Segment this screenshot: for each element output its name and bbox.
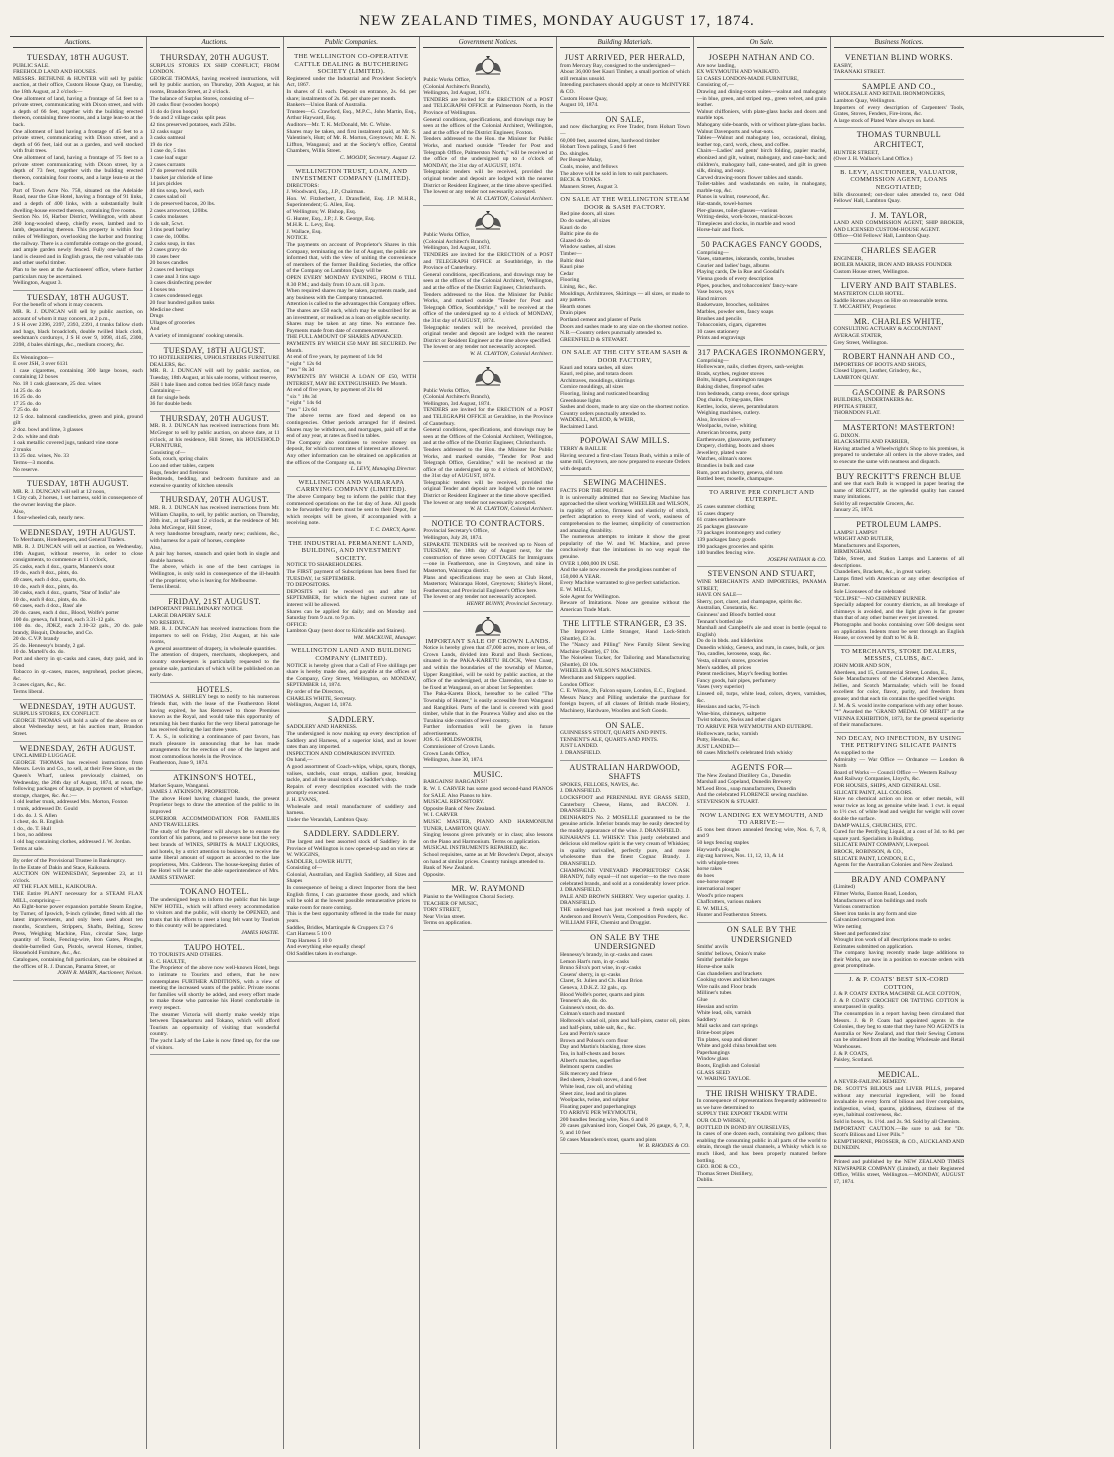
advertisement	[560, 719, 690, 761]
ad-heading: AUSTRALIAN HARDWOOD, SHAFTS	[569, 762, 681, 782]
advertisement	[834, 128, 965, 166]
ad-body: Registered under the Industrial and Provident Society's Act, 1867. In shares of £1 each. Deposit on entrance, 2s. 6d. per share; instalments of 2s. 6d. per share per month. Bankers—Union Bank of Australia. Trustees—G. Crawford, Esq., M.P.C., John Martin, Esq., Arthur Hayward, Esq. Auditors—Mr. T. K. McDonald, Mr. C. White. Shares may be taken, and first instalment paid, at Mr. S. Valentine's, Hutt; of Mr. R. Morton, Greytown; Mr. E. N. Liffton, Wanganui; and at the Society's office, Central Chambers, Willis Street.	[286, 75, 417, 155]
advertisement	[150, 51, 280, 344]
column-heading: Business Notices.	[834, 37, 965, 48]
ad-body: SURPLUS STORES, EX CONFLICT. GEORGE THOMAS will hold a sale of the above on or about Wednesday next, at his auction mart, Brandon Street.	[13, 711, 143, 737]
column-6	[694, 37, 831, 1449]
ad-heading: THE INDUSTRIAL PERMANENT LAND, BUILDING, AND INVESTMENT SOCIETY.	[288, 539, 415, 562]
ad-body: HUNTER STREET, (Over J. H. Wallace's Land Office.)	[833, 149, 913, 163]
ad-body: MR. R. J. DUNCAN has received instructions from Mr. William Chaplin, to sell, by public auction, on Thursday, 20th inst., at half-past 12 o'clock, at the residence of Mr. John McGregor, Hill Street, A very handsome brougham, nearly new; cushions, &c., with harness for a pair of horses, complete Also, A pair bay horses, staunch and quiet both in single and double harness. The above, which is one of the best carriages in Wellington, is only sold in consequence of the ill-health of the proprietor, who is leaving for Melbourne. Terms liberal.	[149, 505, 280, 591]
advertisement	[560, 434, 690, 476]
ad-heading: THURSDAY, 20TH AUGUST.	[160, 53, 269, 62]
ad-body: MR. R. J. DUNCAN has received instructions from Mr. McGregor to sell by public auction, on above date, at 11 o'clock, at his residence, Hill Street, his HOUSEHOLD FURNITURE, Consisting of— Sofa, couch, spring chairs Loo and other tables, carpets Rugs, fender and fireirons Bedsteads, bedding, and bedroom furniture and an extensive quantity of kitchen utensils	[149, 423, 280, 489]
ad-body: To Merchants, Hotelkeepers, and General Traders. MR. R. J. DUNCAN will sell at auction, on Wednesday, 19th August, without reserve, in order to close consignments, to commence at 11 o'clock, 25 casks, each 4 doz., quarts, Manners's stout 19 do., each 8 doz., pints, do. 40 cases, each 4 doz., quarts, do. 10 do., each 8 doz., pints, do. 30 casks, each 4 doz., quarts, "Star of India" ale 10 do., each 8 doz., pints, do. do. 60 cases, each 4 doz., Bass' ale 20 do. cases, each 4 doz., Blood, Wolfe's porter 100 do. geneva, full brand, each 3.31-12 gals. 100 do. do., JDKZ, each 2.10-32 gals., 20 do. pale brandy, Bisquit, Dubouche, and Co. 20 do. C.V.P. brandy 25 do. Hennessy's brandy, 2 gal. 10 do. Martell's do. do. Port and sherry in qr.-casks and cases, duty paid, and in bond Tobacco in qr.-cases, maces, negrohead, pocket pieces, &c. 3 cases cigars, &c., &c. Terms liberal.	[13, 537, 143, 696]
ad-body: BARGAINS! BARGAINS!! R. W. I. CARVER has some good second-hand PIANOS for SALE. Also Pianos to hire. MUSICAL REPOSITORY. Opposite Bank of New Zealand. W. I. CARVER MUSIC MASTER, PIANO AND HARMONIUM TUNER, LAMBTON QUAY. Singing lessons given privately or in class; also lessons on the Piano and Harmonium. Terms on application. MUSICAL INSTRUMENTS REPAIRED, &c. School requisites, same as at Mr Bowden's Depot, always on hand at similar prices. Country tunings attended to. Bank of New Zealand. Opposite.	[423, 779, 553, 878]
advertisement	[13, 856, 143, 981]
ad-heading: THURSDAY, 20TH AUGUST.	[160, 413, 269, 423]
advertisement	[834, 421, 965, 470]
ad-body: The New Zealand Distillery Co., Dunedin Marshall and Copeland, Dunedin Brewery M'Leod Bros., soap manufacturers, Dunedin And the celebrated FLORENCE sewing machine. STEVENSON & STUART.	[696, 772, 809, 805]
ad-body: The undersigned begs to inform the public that his large NEW HOTEL, which will afford every accommodation to visitors and the public, will shortly be OPENED, and trusts that his efforts to meet a long felt want by Tourists to this country will be appreciated.	[149, 897, 280, 930]
ad-body: A NEVER-FAILING REMEDY. DR. SCOTT'S BILIOUS and LIVER PILLS, prepared without any mercurial ingredient, will be found invaluable in every form of bilious and liver complaints, indigestion, wind, spasms, giddiness, dizziness of the eyes, habitual costiveness, &c. Sold in boxes, 1s. 1½d. and 2s. 9d. Sold by all Chemists. IMPORTANT CAUTION.—Be sure to ask for "Dr. Scott's Bilious and Liver Pills." KEMPTHORNE, PROSSER, & CO., AUCKLAND AND DUNEDIN.	[833, 1079, 965, 1152]
ad-body: IMPORTANT PRELIMINARY NOTICE LARGE DRAPERY SALE NO RESERVE. MR. R. J. DUNCAN has received instructions from the importers to sell on Friday, 21st August, at his sale rooms, A general assortment of drapery, in wholesale quantities. The attention of drapers, merchants, shopkeepers, and country storekeepers is particularly requested to the genuine sale, particulars of which will be published on an early date.	[149, 606, 280, 679]
ad-body: Hennessy's brandy, in qr.-casks and cases Lemon Hart's rum, in qr.-casks Bruno Silva's port wine, in qr.-casks Cosens' sherry, in qr.-casks Claret, St. Julien and Ch. Haut Brion Geneva, J.D.K.Z. 32 gals., cp. Blood Wolfe's porter, quarts and pints Tennent's ale, do. do. Guinness's stout, do. do. Colman's starch and mustard Holbrook's salad oil, pints and half-pints, castor oil, pints and half-pints, table salt, &c., &c. Lea and Perrin's sauce Brown and Polson's corn flour Day and Martin's blacking, three sizes Tea, in half-chests and boxes Albert's matches, superfine Belmont sperm candles Silk mercery and frieze Bed sheets, 2-bush stoves, 4 and 6 feet White lead, raw oil, and whiting Sheet zinc, lead and tin plates Woolpacks, twine, and sulphur Floating paper and paperhangings TO ARRIVE PER WEYMOUTH, 200 bundles fencing wire, Nos. 6 and 8 20 cases galvanised iron, Gospel Oak, 26 gauge, 6, 7, 8, 9, and 10 feet 50 cases Maunders's stout, quarts and pints	[560, 952, 690, 1143]
advertisement	[834, 974, 965, 1068]
ad-body: Market Square, Wanganui. JAMES J. ATKINSON, PROPRIETOR. The above Hotel having changed hands, the present Proprietor begs to draw the attention of the public to its improved SUPERIOR ACCOMMODATION FOR FAMILIES AND TRAVELLERS. The study of the Proprietor will always be to ensure the comfort of his patrons, and to preserve none but the very best brands of WINES, SPIRITS & MALT LIQUORS, and hotels, by a strict attention to business, to receive the same liberal amount of support as accorded to the late proprietress, Mrs. Calderon. The house-keeping duties of the Hotel will be under the able superintendence of Mrs. JAMES STEWART.	[149, 782, 280, 881]
advertisement	[13, 700, 143, 742]
advertisement	[834, 470, 965, 519]
ad-signature: C. MOODY, Secretary. August 12.	[340, 154, 417, 161]
advertisement	[287, 827, 417, 961]
ad-body: BUILDERS, UNDERTAKERS &c. PIPITEA STREET, THORNDON FLAT.	[833, 397, 914, 417]
column-heading: Public Companies.	[287, 37, 417, 48]
ad-heading: JUST ARRIVED, PER HERALD,	[564, 53, 686, 62]
advertisement	[697, 923, 827, 1087]
advertisement	[150, 885, 280, 940]
ad-heading: AGENTS FOR—	[730, 762, 793, 772]
ad-signature: JOHN R. MABIN, Auctioneer, Nelson.	[57, 970, 143, 977]
advertisement	[697, 487, 827, 568]
ad-body: Notice is hereby given that 47,000 acres, more or less, of Crown Lands, divided into Rural and Bush Sections, situated in the PAKA-KARETU BLOCK, West Coast, and within the boundaries of the township of Marton, Upper Rangitikei, will be sold by public auction, at the office of the undersigned, at the Clarendon, on a date to be fixed at Wanganui, on or about 1st September. The Paka-Karetu Block, hereafter to be called "The Township of Hunter," is easily accessible from Wanganui and Rangitikei. Parts of the land is covered with good timber, while that in the Pourewa Valley and also on the Turakina side consists of level country. Further information will be given in future advertisements. JOS. G. HOLDSWORTH, Commissioner of Crown Lands. Crown Lands Office, Wellington, June 30, 1874.	[423, 645, 553, 764]
advertisement	[150, 412, 280, 494]
ad-body: In consequence of representations frequently addressed to us we have determined to SUPPLY THE EXPORT TRADE WITH OUR OLD WHISKY, BOTTLED IN BOND BY OURSELVES, In cases of one dozen each, containing two gallons; thus enabling the consuming public in all parts of the world to obtain, through the usual channels, a Whisky which is so much liked, and has been properly matured before bottling. GEO. ROE & CO., Thomas Street Distillery, Dublin.	[696, 1098, 827, 1184]
advertisement	[834, 1068, 965, 1156]
ad-heading: BUY RECKITT'S FRENCH BLUE	[836, 471, 962, 481]
ad-body: CONSULTING ACTUARY & ACCOUNTANT AVERAGE STATER, Grey Street, Wellington.	[833, 326, 942, 346]
imprint: Printed and published by the NEW ZEALAND TIMES NEWSPAPER COMPANY (Limited), at their Registered Office, Willis street, Wellington.—MONDAY, AUGUST 17, 1874.	[834, 1156, 965, 1185]
ad-heading: THURSDAY, 20TH AUGUST.	[160, 495, 269, 505]
ad-body: LAND AND COMMISSION AGENT, SHIP BROKER, AND LICENSED CUSTOM-HOUSE AGENT. Office—Old Fellows' Hall, Lambton Quay.	[833, 220, 965, 240]
column-5	[557, 37, 694, 1449]
ad-heading: THOMAS TURNBULL ARCHITECT,	[856, 130, 942, 149]
ad-body: NOTICE is hereby given that a Call of Five shillings per share is hereby made due, and payable at the offices of the Company, Grey Street, Wellington, on MONDAY, SEPTEMBER 14, 1874. By order of the Directors, CHARLES WHITE, Secretary. Wellington, August 14, 1874.	[286, 662, 417, 709]
ad-body: (Limited) Filmer Works, Euston Road, London, Manufacturers of iron buildings and roofs Various construction Sheet iron tanks in any form and size Galvanized corrugated iron Wire netting Sheet and perforated zinc Wrought iron work of all descriptions made to order. Estimates submitted on application. The company having recently made large additions to their Works, are now in a position to execute orders with great promptitude.	[833, 884, 965, 970]
ad-heading: MR. CHARLES WHITE,	[854, 316, 944, 326]
column-3	[284, 37, 421, 1449]
ad-heading: TOKANO HOTEL.	[180, 887, 250, 897]
ad-heading: THE WELLINGTON CO-OPERATIVE CATTLE DEALING & BUTCHERING SOCIETY (LIMITED).	[294, 53, 409, 76]
coat-of-arms-icon	[471, 615, 505, 637]
ad-body: NOTICE TO SHAREHOLDERS. The FIRST payment of Subscriptions has been fixed for TUESDAY, 1st SEPTEMBER. TO DEPOSITORS. DEPOSITS will be received on and after 1st SEPTEMBER, for which the highest current rate of interest will be allowed. Shares can be applied for daily; and on Monday and Saturday from 9 a.m. to 9 p.m. OFFICE: Lambton Quay (next door to Kirkcaldie and Staines).	[286, 562, 417, 635]
ad-body: The Improved Little Stranger, Hand Lock-Stitch (Shuttle), £3 3s. The "Nancy and Pilling" New Family Silent Sewing Machine (Shuttle), £7 10s. The Noiseless Tucker, for Tailoring and Manufacturing (Shuttle), £8 10s. WHEELER & WILSON'S MACHINES. Merchants and Shippers supplied. London Office: C. E. Wilson, 2b, Falcon square, London, E.C., England. Messrs Nancy and Pilling undertake the purchase for foreign buyers, of all classes of British made Hosiery, Machinery, Hardware, Woollen and Soft Goods.	[560, 628, 690, 715]
advertisement	[150, 941, 280, 1056]
advertisement	[287, 166, 417, 477]
advertisement	[13, 353, 143, 478]
ad-body: By order of the Provisional Trustee in Bankruptcy. In the Estate of Dakin and Stace, Kaikoura. AUCTION ON WEDNESDAY, September 23, at 11 o'clock. AT THE FLAX MILL, KAIKOURA. THE Entire PLANT necessary for a STEAM FLAX MILL, comprising— An Eight-horse power expansion portable Steam Engine, by Turner, of Ipswich, 9-inch cylinder, fitted with all the latest improvements, and only been used about ten months, Scutchers, Strippers, Shafts, Belting, Screw Press, Weighing Machine, Flax, circular Saw, large quantity of Tools, Fencing-wire, Iron Gates, Ploughs, double-barrelled Gun, Pistols, several Horses, timber, Household Furniture, &c., &c. Catalogues, containing full particulars, can be obtained at the offices of R. J. Duncan, Panama Street, or	[13, 858, 143, 970]
ad-body: and see that each Bulb is wrapped in paper bearing the name of RECKITT, as the splendid quality has caused many imitations. Sold by all respectable Grocers, &c. January 25, 1874.	[833, 481, 965, 514]
advertisement	[697, 567, 827, 761]
ad-body: LAMPS! LAMPS!! WRIGHT AND BUTLER, Manufacturers and Exporters, BIRMINGHAM. Table, Street, and Station Lamps and Lanterns of all descriptions. Chandeliers, Brackets, &c., in great variety. Lamps fitted with American or any other description of Burner. Sole Licensees of the celebrated "ECLIPSE"—NO CHIMNEY BURNER. Specially adapted for country districts, as all breakage of chimneys is avoided, and the light given is far greater than that of any other burner ever yet invented. Photographs and books containing over 500 designs sent on application. Indents must be sent through an English House, or covered by draft to W. & B.	[833, 529, 965, 642]
advertisement	[13, 51, 143, 291]
ad-heading: ON SALE,	[605, 114, 645, 124]
ad-body: MR. R. J. DUNCAN will sell at 12 noon, 1 City cab, 2 horses, 1 set harness, sold in consequence of the owner leaving the place. Also, 1 four-wheeled cab, nearly new.	[13, 488, 143, 522]
advertisement	[697, 761, 827, 810]
coat-of-arms-icon	[471, 365, 505, 387]
ad-body: IMPORTERS OF BOOTS AND SHOES, Closed Uppers, Leather, Grindery, &c., LAMBTON QUAY.	[833, 361, 927, 381]
advertisement	[13, 526, 143, 700]
ad-signature: W. H. CLAYTON, Colonial Architect.	[470, 350, 553, 357]
ad-heading: ON SALE.	[605, 720, 645, 730]
ad-body: UNCLAIMED LUGGAGE. GEORGE THOMAS has received instructions from Messrs. Levin and Co., to sell, at their Free Store, on the Queen's Wharf, unless previously claimed, on Wednesday, the 26th day of August, 1874, at noon, the following packages of luggage, in payment of wharfage, storage, charges, &c. &c.:— 1 old leather trunk, addressed Mrs. Morton, Foxton 1 trunk, addressed Dr. Gould 1 do. do. J. S. Allen 1 chest, do. R. English 1 do., do. T. Hull 1 box, no address 1 old bag containing clothes, addressed J. W. Jordan. Terms at sale.	[13, 753, 143, 852]
ad-heading: ON SALE AT THE CITY STEAM SASH & DOOR FACTORY,	[561, 349, 689, 364]
ad-body: SPOKES, FELLOES, NAVES, &c. J. DRANSFIELD. LOCKSFOOT and PERENNIAL RYE GRASS SEED, Canterbury Cheese, Hams, and BACON. J. DRANSFIELD. DEINHARD'S No. 2 MOSELLE guaranteed to be the genuine article. Inferior brands may be easily detected by the muddy appearance of the wine. J. DRANSFIELD. KINAHAN'S LL WHISKY: This justly celebrated and delicious old mellow spirit is the very cream of Whiskies; in quality unrivalled, perfectly pure, and more wholesome than the finest Cognac Brandy. J. DRANSFIELD. CHAMPAGNE VINEYARD PROPRIETORS' CASK BRANDY, fully equal—if not superior—to the two more celebrated brands, and sold at a considerably lower price. J. DRANSFIELD. PALE AND BROWN SHERRY. Very superior quality. J. DRANSFIELD. THE undersigned has just received a fresh supply of Anderson and Brown's Vesta, Composition Powders, &c. WILLIAM FIFE, Chemist and Druggist.	[560, 781, 690, 927]
advertisement	[150, 493, 280, 594]
ad-heading: WEDNESDAY, 26TH AUGUST.	[19, 743, 136, 753]
ad-heading: 50 PACKAGES FANCY GOODS,	[701, 240, 823, 250]
advertisement	[834, 518, 965, 646]
advertisement	[150, 771, 280, 886]
ad-heading: TAUPO HOTEL.	[184, 942, 246, 952]
ad-heading: THE IRISH WHISKY TRADE.	[705, 1088, 818, 1098]
advertisement	[287, 477, 417, 538]
advertisement	[560, 194, 690, 347]
ad-signature: WM. MACKUNE, Manager.	[353, 634, 417, 641]
ad-body: Are now landing, EX WEYMOUTH AND WAIKATO. 53 CASES LONDON-MADE FURNITURE, Consisting of,— Drawing and dining-room suites—walnut and mahogany—in blue, green, and striped rep., green velvet, and grain leather. Walnut chiffoniers, with plate-glass backs and doors and marble tops. Mahogany side-boards, with or without plate-glass backs. Walnut Davenports and what-nots. Tables—Walnut and mahogany loo, occasional, dining, leather top, card, work, chess, and coffee. Chairs—Ladies' and gents' birch folding, papier maché, ebonized and gilt, walnut, mahogany, and cane-back; and children's, mahogany hall, cane-seated, and gilt in green silk, dining, and easy. Carved drawing-room flower tables and stands. Toilet-tables and washstands en suite, in mahogany, marble-top, &c. Pianos in walnut, rosewood, &c. Hat-stands, towel-horses Pier-glasses, toilet-glasses—various Writing-desks, work-boxes, musical-boxes Timepieces and clocks, in marble and wood Horse-hair and flock.	[696, 62, 827, 234]
advertisement	[423, 517, 553, 612]
advertisement	[423, 362, 553, 517]
ad-signature: JOSEPH NATHAN & CO.	[767, 556, 827, 563]
ad-heading: SADDLERY.	[327, 714, 375, 724]
ad-heading: MR. W. RAYMOND	[451, 884, 525, 894]
masthead-title: NEW ZEALAND TIMES, MONDAY AUGUST 17, 1874.	[359, 12, 755, 29]
ad-body: Public Works Office, (Colonial Architect's Branch), Wellington, 3rd August, 1874. TENDERS are invited for the ERECTION of a POST and TELEGRAPH OFFICE at Geraldine, in the Province of Canterbury. General conditions, specifications, and drawings may be seen at the Offices of the Colonial Architect, Wellington, and at the office of the District Engineer, Christchurch. Tenders addressed to the Hon. the Minister for Public Works, and marked outside, "Tender for Post and Telegraph Office, Geraldine," will be received at the office of the undersigned up to 4 o'clock of MONDAY, the 31st day of AUGUST, 1874. Telegraphic tenders will be received, provided the original Tender and deposit are lodged with the nearest District or Resident Engineer at the time above specified. The lowest or any tender not necessarily accepted.	[423, 387, 553, 506]
ad-heading: IMPORTANT SALE OF CROWN LANDS.	[425, 637, 551, 645]
ad-heading: NOW LANDING EX WEYMOUTH, AND TO ARRIVE:—	[699, 811, 824, 827]
advertisement	[150, 595, 280, 683]
ad-heading: VENETIAN BLIND WORKS.	[844, 53, 953, 62]
ad-body: Pianist to the Wellington Choral Society. TEACHER OF MUSIC, TORY STREET, Near Vivian street. Terms on application.	[423, 893, 515, 927]
ad-body: As supplied to the Admiralty — War Office — Ordnance — London & North Board of Works — Council Office — Western Railway And Railway Companies, Lloyd's, &c. FOR HOUSES, SHIPS, AND GENERAL USE. SILICATE PAINT, ALL COLORS. Have no chemical action on iron or other metals, will wear twice as long as genuine white lead. 1 cwt. is equal to 1½ cwt. of white lead and weight for weight will cover double the surface. DAMP WALLS, CHURCHES, ETC. Cured for the Petrifying Liquid, at a cost of 3d. to 8d. per square yard. Specialists in Building. SILICATE PAINT COMPANY, Liverpool. BROCK, ROBINSON, & CO., SILICATE PAINT, LONDON, E.C., Agents for the Australian Colonies and New Zealand.	[833, 750, 965, 869]
ad-heading: 317 PACKAGES IRONMONGERY,	[697, 347, 826, 357]
ad-heading: JOSEPH NATHAN AND CO.	[708, 53, 815, 62]
advertisement	[287, 51, 417, 166]
ad-body: For the benefit of whom it may concern. MR. R. J. DUNCAN will sell by public auction, on account of whom it may concern, at 2 p.m., J S H over 2396, 2397, 2393, 2391, 4 trunks fallow cloth and bags, black broadcloth, double twilled black cloth, seedsman's corduroys, J S H over 9, 1098, 4145, 2300, 2398, 4 bales shirtings, &c., medium crocery, &c.	[13, 302, 143, 348]
advertisement	[560, 617, 690, 718]
advertisement	[287, 713, 417, 828]
ad-body: TO HOTELKEEPERS, UPHOLSTERERS FURNITURE DEALERS, &c. MR. R. J. DUNCAN will sell by public auction, on Tuesday, 18th August, at his sale rooms, without reserve, JSH 1 bale linen and cotton bed ties 1658 fancy made Containing— 48 for single beds 36 for double beds	[149, 355, 280, 408]
ad-heading: GASCOINE & PARSONS	[852, 387, 946, 397]
ad-body: DIRECTORS: J. Woodward, Esq., J.P., Chairman. Hon. W. Fitzherbert, J. Dransfield, Esq. J.P. M.H.R., Superintendent; G. Allen, Esq. of Wellington; W. Bishop, Esq. G. Hunter, Esq., J.P.; J. R. George, Esq. M.H.R. L. Levy, Esq. J. Wallace, Esq. NOTICE. The payments on account of Proprietor's Shares in this Company, terminating on the 1st of August, the public are informed that, with the view of uniting the convenience of members of the former Building Societies, the office of the Company on Lambton Quay will be OPEN EVERY MONDAY EVENING, FROM 6 TILL 8.30 P.M.; and daily from 10 a.m. till 3 p.m. When required shares may be taken, payments made, and any business with the Company transacted. Attention is called to the advantages this Company offers. The shares are £50 each, which may be subscribed for as an investment, or realised as a loan on eligible security. Shares may be taken at any time. No entrance fee. Payments made from date of commencement. THE FULL AMOUNT OF SHARES ADVANCED. PAYMENTS BY WHICH £50 MAY BE SECURED. Per Month. At end of five years, by payment of 14s 9d " eight " 12s 6d " ten " 8s 3d PAYMENTS BY WHICH A LOAN OF £50, WITH INTEREST, MAY BE EXTINGUISHED. Per Month. At end of five years, by payment of 21s 0d " six " 18s 3d " eight " 14s 6d " ten " 12s 6d The above terms are fixed and depend on no contingencies. Other periods arranged for if desired. Shares may be withdrawn, and mortgages, paid off at the end of any year, at rates as fixed in tables. The Company also continues to receive money on deposit, for which current rates of interest are allowed. Any other information can be obtained on application at the offices of the Company on, to	[286, 182, 417, 466]
ad-heading: CHARLES SEAGER	[861, 246, 937, 256]
ad-heading: ON SALE AT THE WELLINGTON STEAM DOOR & SASH FACTORY.	[560, 196, 690, 211]
ad-body: TO TOURISTS AND OTHERS. R. C. HAULTE, The Proprietor of the above now well-known Hotel, begs to intimate to Tourists and others, that he now contemplates FURTHER ADDITIONS, with a view of meeting the increased wants of the public. Private rooms for families will shortly be added, and every effort made to make those who patronise his Hotel comfortable in every respect. The steamer Victoria will shortly make weekly trips between Tapuaeharuru and Tokano, which will afford Tourists an opportunity of visiting that wonderful country. The yacht Lady of the Lake is now fitted up, for the use of visitors.	[149, 952, 280, 1051]
ad-heading: ON SALE BY THE UNDERSIGNED	[590, 932, 660, 952]
ad-heading: TUESDAY, 18TH AUGUST.	[26, 53, 129, 62]
ad-heading: WEDNESDAY, 19TH AUGUST.	[19, 701, 136, 711]
advertisement	[287, 538, 417, 646]
ad-signature: L. LEVY, Managing Director.	[350, 466, 417, 473]
advertisement	[834, 209, 965, 244]
ad-heading: WELLINGTON LAND AND BUILDING COMPANY (LIMITED).	[291, 647, 412, 663]
ad-signature: HENRY BUNNY, Provincial Secretary.	[466, 600, 553, 607]
advertisement	[560, 476, 690, 617]
ad-heading: WELLINGTON TRUST, LOAN, AND INVESTMENT COMPANY (LIMITED).	[291, 167, 411, 183]
ad-heading: SAMPLE AND CO.,	[862, 81, 936, 91]
advertisement	[13, 477, 143, 526]
ad-body: WHOLESALE AND RETAIL IRONMONGERS, Lambton Quay, Wellington. Importers of every description of Carpenters' Tools, Grates, Stoves, Fenders, Fire-irons, &c. A large stock of Plated Ware always on hand.	[833, 91, 965, 124]
advertisement	[150, 344, 280, 412]
ad-heading: PETROLEUM LAMPS.	[856, 520, 942, 530]
column-heading: On Sale.	[697, 37, 827, 48]
ad-body: and now discharging ex Free Trader, from Hobart Town— 60,000 feet, assorted sizes, hardwood timber Hobart Town palings, 5 and 6 feet Do. shingles. Per Bosque Malay, Coals, moise, and fellows The above will be sold in lots to suit purchasers. BECK & TONKS. Manners Street, August 3.	[560, 124, 690, 190]
ad-heading: FRIDAY, 21ST AUGUST.	[168, 596, 261, 606]
ad-body: FACTS FOR THE PEOPLE It is universally admitted that no Sewing Machine has approached the silent working WHEELER and WILSON, in rapidity of action, firmness and elasticity of stitch, perfect adaptation to every kind of work, easiness of comprehension to the learner, simplicity of construction and amazing durability. The numerous attempts to imitate it show the great popularity of the W. and W. Machine, and prove conclusively that the imitations in no way equal the genuine. OVER 1,000,000 IN USE. And the sale now exceeds the prodigious number of 150,000 A YEAR. Every Machine warranted to give perfect satisfaction. E. W. MILLS, Sole Agent for Wellington. Beware of Imitations. None are genuine without the American Trade Mark.	[560, 488, 690, 613]
ad-heading: WEDNESDAY, 19TH AUGUST.	[19, 527, 136, 537]
advertisement	[697, 1087, 827, 1188]
ad-heading: HOTELS.	[196, 684, 233, 694]
ad-heading: TO ARRIVE PER CONFLICT AND EUTERPE.	[709, 488, 815, 504]
advertisement	[834, 51, 965, 80]
column-heading: Building Materials.	[560, 37, 690, 48]
advertisement	[834, 350, 965, 385]
ad-heading: SADDLERY. SADDLERY.	[303, 829, 400, 839]
advertisement	[834, 386, 965, 421]
ad-heading: NO DECAY, NO INFECTION, BY USING THE PETRIFYING SILICATE PAINTS	[836, 734, 962, 750]
ad-heading: TUESDAY, 18TH AUGUST.	[163, 345, 266, 355]
advertisement	[834, 244, 965, 279]
advertisement	[423, 612, 553, 768]
columns-container	[10, 37, 1104, 1449]
advertisement	[834, 315, 965, 350]
advertisement	[423, 51, 553, 206]
ad-body: SURPLUS STORES EX SHIP CONFLICT, FROM LONDON. GEORGE THOMAS, having received instructions, will sell by public auction, on Thursday, 20th August, at his rooms, Brandon Street, at 2 o'clock. The balance of Surplus Stores, consisting of— 20 casks flour (wooden hoops) 11 do do (iron hoops) 9 do and 2 village casks split peas 42 tins preserved potatoes, each 25lbs. 12 casks sugar 3 casks oatmeal 19 do rice 1 case do, 5 tins 1 case loaf sugar 2 cases currants 17 do preserved milk 1 basket jar chloride of lime 14 jars pickles 40 tins soup, bowl, each 2 cases salad oil 1 do preserved bacon, 20 lbs. 2 cases arrowroot, 120lbs. 5 casks molasses 1 do salt, 5cwt. 3 tins pearl barley 1 case do, 100lbs. 2 casks soup, in tins 2 cases gravy do 10 cases beer 20 boxes candles 2 cases red herrings 1 case anal 3 tins sago 3 cases disinfecting powder 4 boxes tea 3 cases condensed eggs 20 four hundred gallon tanks Medicine chest Drugs Ullages of groceries And A variety of immigrants' cooking utensils.	[149, 62, 280, 339]
ad-body: GUINNESS'S STOUT, QUARTS AND PINTS. TENNENT'S ALE, QUARTS AND PINTS. JUST LANDED. J. DRANSFIELD.	[560, 730, 668, 756]
ad-body: ENGINEER, BOILER MAKER, IRON AND BRASS FOUNDER Custom House street, Wellington.	[833, 255, 952, 275]
ad-body: 25 cases summer clothing 15 cases drapery 61 crates earthenware 25 packages glassware 73 packages ironmongery and cutlery 139 packages fancy goods 190 packages groceries and spirits 140 bundles fencing wire.	[696, 504, 781, 557]
advertisement	[834, 873, 965, 974]
ad-body: PUBLIC SALE. FREEHOLD LAND AND HOUSES. MESSRS. BETHUNE & HUNTER will sell by public auction, at their office, Custom House Quay, on Tuesday, the 18th August, at 2 o'clock— One allotment of land, having a frontage of 54 feet to a private street, communicating with Dixon street, and with a depth of 66 feet, together with the building erected thereon, containing three rooms, and a large lean-to at the back. One allotment of land having a frontage of 45 feet to a private street, communicating with Dixon street, and a depth of 66 feet, laid out as a garden, and well stocked with fruit trees. One allotment of land, having a frontage of 75 feet to a private street communicating with Dixon street, by a depth of 73 feet, together with the building erected thereon, containing four rooms, and a large lean-to at the back. Part of Town Acre No. 758, situated on the Adelaide Road, near the Glue Hotel, having a frontage of 91 links, and a depth of 400 links, with a substantially built dwelling-house erected thereon, containing five rooms. Section No. 16, Harbor District, Wellington, with about 260 long-wooled sheep, chiefly ewes, lambed and to lamb, depasturing thereon. This property is within four miles of Wellington, overlooking the harbor and fronting the railway. There is a comfortable cottage on the ground, and ample garden newly fenced. Fully one-half of the land is cleared and in English grass, the rest valuable rata and other useful timber. Plan to be seen at the Auctioneers' office, where further particulars may be ascertained. Wellington, August 3.	[13, 62, 143, 287]
ad-heading: LIVERY AND BAIT STABLES.	[841, 281, 957, 291]
advertisement	[834, 80, 965, 129]
ad-body: WINE MERCHANTS AND IMPORTERS, PANAMA STREET, HAVE ON SALE— Sherry, port, claret, and champagne, spirits &c. Australian, Constantia, &c. Guinness' and Blood's bottled stout Tennant's bottled ale Marshall and Campbell's ale and stout in bottle (equal to English) Do do in bbds. and kilderkins Dunedin whisky, Geneva, and rum, in cases, bulk, or jars Tea, candles, kerosene, soap, &c. Vesta, oilman's stores, groceries Men's saddles, all prices Patent medicines, Mayr's feeding bottles Fancy goods, hair pipes, perfumery Vases (very superior) Linseed oil, turps, white lead, colors, dryers, varnishes, &c. Hessians and sacks, 75-inch Wine-bins, chimneys, saltpetre Twist tobacco, Swiss and other cigars TO ARRIVE PER WEYMOUTH AND EUTERPE. Hollowware, tacks, varnish Putty, Hessian, &c. JUST LANDED— 60 cases Mitchell's celebrated Irish whisky	[696, 578, 827, 757]
ad-body: bills discounted; out-door sales attended to, next Odd Fellows' Hall, Lambton Quay.	[833, 191, 965, 205]
ad-signature: T. C. DARCY, Agent.	[369, 526, 417, 533]
advertisement	[560, 113, 690, 195]
ad-body: JOHN MOIR AND SON, Aberdeen, and 15, Commercial Street, London, E., Sole Manufacturers of the Celebrated Aberdeen Jams, Jellies, and Scotch Marmalade; which will be found excellent for color, flavor, purity, and freedom from grease; and that each tin contains the specified weight. J. M. & S. would invite comparison with any other house. "*" Awarded the "GRAND MEDAL OF MERIT" at the VIENNA EXHIBITION, 1873, for the general superiority of their manufactures.	[833, 662, 965, 729]
ad-heading: ATKINSON'S HOTEL,	[173, 772, 257, 782]
ad-heading: STEVENSON AND STUART,	[707, 569, 816, 579]
ad-body: MASTERTON CLUB HOTEL. Saddle Horses always on Hire on reasonable terms. T. MCCARTHY, Proprietor.	[833, 291, 949, 311]
ad-heading: B. LEVY, AUCTIONEER, VALUATOR, COMMISSION AGENT, LOANS NEGOTIATED;	[840, 168, 958, 191]
column-7	[831, 37, 968, 1449]
ad-heading: POPOWAI SAW MILLS.	[579, 436, 670, 446]
ad-body: Smiths' anvils Smiths' bellows, Onion's make Smiths' portable forges Horse-shoe nails Gas chandeliers and brackets Cooking stoves and kitchen ranges Wire nails and Floor brads Milliner's tubes Glue Hessian and scrim White lead, oils, varnish Saddlery Mail sacks and cart springs Brine-boot pipes Tin plates, soup and dinner White and gold china breakfast sets Paperhangings Window glass Boots, English and Colonial GLASS SEED W. WARING TAYLOE.	[696, 944, 777, 1083]
advertisement	[697, 810, 827, 924]
ad-body: Public Works Office, (Colonial Architect's Branch), Wellington, 3rd August, 1874. TENDERS are invited for the ERECTION of a POST and TELEGRAPH OFFICE at Southbridge, in the Province of Canterbury. General conditions, specifications, and drawings may be seen at the offices of the Colonial Architect, Wellington, and at the office of the District Engineer, Christchurch. Tenders addressed to the Hon. the Minister for Public Works, and marked outside "Tender for Post and Telegraph Office, Southbridge," will be received at the office of the undersigned up to 4 o'clock of MONDAY, the 31st day of AUGUST, 1874. Telegraphic tenders will be received, provided the original tender and deposit are lodged with the nearest District or Resident Engineer at the time above specified. The lowest or any tender not necessarily accepted.	[423, 232, 553, 351]
ad-body: Ex Wennington— E over JSH, 3 over 6131 1 case cigarettes, containing 300 large boxes, each containing 12 boxes No. 18 1 cask glassware, 25 doz. wines 14 25 do. do 16 25 do. do 17 25 do. do 7 25 do. do 12 5 doz. balmoral candlesticks, green and pink, ground gilt 2 doz. bowl and lime, 3 glasses 2 do. white and drab 1 oak metallic covered jugs, tankard vine stone 2 trunks 13 25 doz. wines, No. 33 Terms—3 months. No reserve.	[13, 354, 143, 473]
ad-heading: ON SALE BY THE UNDERSIGNED	[726, 925, 797, 944]
advertisement	[287, 645, 417, 712]
advertisement	[423, 206, 553, 361]
ad-signature: W. H. CLAYTON, Colonial Architect.	[470, 195, 553, 202]
advertisement	[13, 291, 143, 353]
ad-signature: W. H. CLAYTON, Colonial Architect.	[470, 506, 553, 513]
coat-of-arms-icon	[471, 54, 505, 76]
ad-body: The above Company beg to inform the public that they commenced operations on the 1st day of June. All goods to be forwarded by them must be sent to their Depot, for which receipts will be given, if accompanied with a receiving note.	[286, 494, 417, 527]
ad-body: 45 tons best drawn annealed fencing wire, Nos. 6, 7, 8, and 9 50 kegs fencing staples Hayward's ploughs zig-zag harrows, Nos. 11, 12, 13, & 14 with whipple-trees horse rakes do hoes one-horse reaper international reaper Wood's price reapers Chaffcutters, various makers E. W. MILLS, Hunter and Featherston Streets.	[696, 826, 827, 919]
ad-heading: TUESDAY, 18TH AUGUST.	[26, 292, 129, 302]
ad-heading: THE LITTLE STRANGER, £3 3S.	[562, 619, 687, 629]
ad-body: Comprising— Hollowware, nails, clothes dryers, sash-weights Brads, scythes, register stoves Bolts, hinges, Leamington ranges Baking dishes, fireproof safes Iron bedsteads, camp ovens, door springs Dog chains, frying-pans, files Kettles, locks, sieves, perambulators Weighing machines, cutlery. Also, Invoices of— Woolpacks, twine, whiting American brooms, putty Earthenware, glassware, perfumery Drapery, clothing, boots and shoes Jewellery, plated ware Watches, oilman's stores Brandies in bulk and case Rum, port and sherry, geneva, old tom Bottled beer, moselle, champagne.	[696, 357, 804, 483]
advertisement	[834, 279, 965, 314]
column-heading: Auctions.	[150, 37, 280, 48]
ad-body: Kauri and totara sashes, all sizes Kauri, red pine, and totara doors Architraves, mouldings, skirtings Cornice mouldings, all sizes Flooring, lining and rusticated boarding Greenhouse lights Sashes and doors, made to any size on the shortest notice. Country orders punctually attended to. WADDELL, M'LEOD, & WEIR, Reclaimed Land.	[560, 364, 690, 430]
column-heading: Government Notices.	[423, 37, 553, 48]
advertisement	[834, 733, 965, 873]
column-2	[147, 37, 284, 1449]
advertisement	[697, 51, 827, 238]
ad-heading: BRADY AND COMPANY	[851, 874, 947, 884]
advertisement	[560, 761, 690, 931]
column-1	[10, 37, 147, 1449]
ad-body: J. & P. COATS' EXTRA MACHINE GLACE COTTON, J. & P. COATS' CROCHET OR TATTING COTTON is unsurpassed in quality. The consumption in a report having been circulated that Messrs. J. & P. Coats had appointed agents in the Colonies, they beg to state that they have NO AGENTS in Australia or New Zealand, and that their Sewing Cottons can be obtained from all the leading Wholesale and Retail Warehouses. J. & P. COATS, Paisley, Scotland.	[833, 991, 965, 1064]
advertisement	[423, 768, 553, 883]
ad-heading: SEWING MACHINES.	[583, 478, 667, 488]
coat-of-arms-icon	[471, 209, 505, 231]
ad-body: The largest and best assorted stock of Saddlery in the Province of Wellington is now opened-up and on view at W. WIGGINS, SADDLER, LOWER HUTT, Consisting of— Colonial, Australian, and English Saddlery, all Sizes and Shapes In consequence of being a direct Importer from the best English firms, I can guarantee those goods, and which will be sold at the lowest possible remunerative prices to make room for more coming. This is the best opportunity offered in the trade for many years. Saddles, Bridles, Martingale & Cruppers £3 7 6 Cart Harness 5 10 0 Trap Harness 5 10 0 And everything else equally cheap! Old Saddles taken in exchange.	[286, 838, 417, 957]
masthead	[10, 6, 1104, 37]
ad-body: TERRY & BAILLIE Having secured a first-class Totara Bush, within a mile of same mill, Greytown, are now prepared to execute Orders with despatch.	[560, 446, 690, 472]
advertisement	[13, 742, 143, 857]
ad-heading: WELLINGTON AND WAIRARAPA CARRYING COMPANY (LIMITED).	[296, 478, 407, 494]
ad-body: SADDLERY AND HARNESS. The undersigned is now making up every description of Saddlery and Harness, of a superior kind, and at lower rates than any imported. INSPECTION AND COMPARISON INVITED. On hand,— A good assortment of Coach-whips, whips, spurs, thongs, valises, satchels, coat straps, stallion gear, breaking tackle, and all the usual stock of a Saddler's shop. Repairs of every description executed with the trade promptly executed. J. H. EVANS, Wholesale and retail manufacturer of saddlery and harness. Under the Verandah, Lambton Quay.	[286, 724, 417, 823]
ad-signature: W. B. RHODES & CO.	[638, 1143, 690, 1150]
ad-body: from Mercury Bay, consigned to the undersigned— About 36,000 feet Kauri Timber, a small portion of which still remains unsold. Intending purchasers should apply at once to McINTYRE & CO. Custom House Quay, August 10, 1874.	[560, 62, 690, 109]
advertisement	[834, 167, 965, 209]
advertisement	[697, 238, 827, 346]
advertisement	[560, 347, 690, 434]
ad-body: THOMAS A. SHIRLEY begs to notify to his numerous friends that, with the lease of the Featherston Hotel having expired, he has Removed to those Premises known as the Royal, and would take this opportunity of returning his best thanks for the very liberal patronage he has received during the last three years. T. A. S., in soliciting a continuance of past favors, has much pleasure in announcing that he has made arrangements for the erection of one of the largest and most commodious hotels in the Province. Featherston, June 9, 1874.	[149, 694, 280, 767]
ad-body: Red pine doors, all sizes Do do sashes, all sizes Kauri do do Baltic pine do do Glazed do do Window sashes, all sizes Timber— Baltic deal Kauri pine Cedar Flooring Lining, &c., &c. Mouldings, Architraves, Skirtings — all sizes, or made to any pattern. Hearth stones Drain pipes Portland cement and plaster of Paris Doors and sashes made to any size on the shortest notice. N.B.—Country orders punctually attended to. GREENFIELD & STEWART.	[560, 211, 690, 343]
ad-heading: J. M. TAYLOR,	[870, 210, 928, 220]
advertisement	[423, 882, 553, 931]
ad-heading: MUSIC.	[473, 769, 503, 779]
ad-heading: TO MERCHANTS, STORE DEALERS, MESSES, CLUBS, &C.	[840, 647, 957, 663]
ad-body: Public Works Office, (Colonial Architect's Branch), Wellington, 3rd August, 1874. TENDERS are invited for the ERECTION of a POST and TELEGRAPH OFFICE at Palmerston North, in the Province of Wellington. General conditions, specifications, and drawings may be seen at the offices of the Colonial Architect, Wellington, and at the office of the District Engineer, Foxton. Tenders addressed to the Hon. the Minister for Public Works, and marked outside "Tender for Post and Telegraph Office, Palmerston North," will be received at the office of the undersigned up to 4 o'clock of MONDAY, the 31st day of AUGUST, 1874. Telegraphic tenders will be received, provided the original tender and deposit are lodged with the nearest District or Resident Engineer, at the time above specified. The lowest or any tender not necessarily accepted.	[423, 77, 553, 196]
ad-heading: NOTICE TO CONTRACTORS.	[431, 518, 545, 528]
ad-heading: MASTERTON! MASTERTON!	[842, 422, 955, 432]
ad-signature: JAMES HASTIE.	[241, 930, 280, 937]
column-4	[420, 37, 557, 1449]
ad-heading: MEDICAL.	[878, 1069, 920, 1079]
advertisement	[560, 931, 690, 1154]
ad-heading: ROBERT HANNAH AND CO.,	[842, 352, 956, 362]
ad-body: Provincial Secretary's Office, Wellington, July 28, 1874. SEPARATE TENDERS will be received up to Noon of TUESDAY, the 18th day of August next, for the construction of three seven COTTAGES for Immigrants—one in Featherston, one in Greytown, and nine in Masterton, Wairarapa district. Plans and specifications may be seen at Club Hotel, Masterton; Wairarapa Hotel, Greytown; Shirley's Hotel, Featherston; and Provincial Engineer's Office here. The lowest or any tender not necessarily accepted.	[423, 528, 553, 601]
ad-body: Comprising— Vases, statuettes, inkstands, combs, brushes Courier and ladies' bags, albums Playing cards, De la Rue and Goodall's Vienna goods of every description Pipes, pouches, and tobacconists' fancy-ware Vase boxes, toys Hand mirrors Basketware, brooches, solitaires Marbles, powder sets, fancy soaps Brushes and pencils Tobacconists, cigars, cigarettes 10 cases stationery Prints and engravings	[696, 249, 798, 342]
ad-heading: J. & P. COATS' BEST SIX-CORD COTTON,	[848, 976, 949, 991]
advertisement	[150, 683, 280, 771]
ad-body: G. DIXON. BLACKSMITH AND FARRIER, Having attached a Wheelwright's Shop to his premises, is prepared to undertake all orders in the above trades, and to execute the same with neatness and dispatch.	[833, 432, 965, 465]
advertisement	[834, 646, 965, 733]
ad-body: EASBY, TARANAKI STREET.	[833, 62, 886, 76]
column-heading: Auctions.	[13, 37, 143, 48]
advertisement	[697, 346, 827, 487]
ad-heading: TUESDAY, 18TH AUGUST.	[26, 479, 129, 489]
advertisement	[560, 51, 690, 113]
